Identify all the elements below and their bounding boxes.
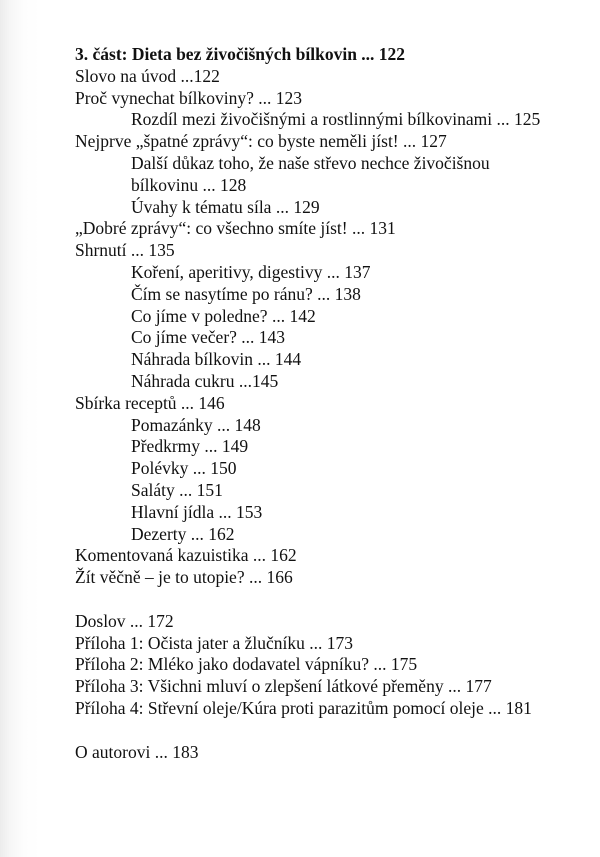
table-of-contents [75, 44, 595, 763]
toc-entry: Sbírka receptů ... 146 [75, 392, 225, 413]
toc-subentry: Dezerty ... 162 [131, 523, 235, 544]
toc-entry: Slovo na úvod ...122 [75, 65, 220, 86]
toc-subentry: Náhrada bílkovin ... 144 [131, 349, 302, 370]
toc-subentry: Koření, aperitivy, digestivy ... 137 [131, 261, 371, 282]
toc-entry: „Dobré zprávy“: co všechno smíte jíst! ... 131 [75, 218, 396, 239]
toc-entry: Příloha 2: Mléko jako dodavatel vápníku? ... 175 [75, 654, 418, 675]
toc-part-heading: 3. část: Dieta bez živočišných bílkovin ... 122 [75, 44, 406, 64]
toc-entry: Nejprve „špatné zprávy“: co byste neměli jíst! ... 127 [75, 131, 447, 152]
toc-entry: Příloha 4: Střevní oleje/Kúra proti parazitům pomocí oleje ... 181 [75, 697, 532, 718]
toc-subentry: Co jíme v poledne? ... 142 [131, 305, 316, 326]
toc-subentry: Náhrada cukru ...145 [131, 370, 279, 391]
toc-entry: O autorovi ... 183 [75, 741, 199, 762]
toc-entry: Doslov ... 172 [75, 610, 174, 631]
toc-subentry: Co jíme večer? ... 143 [131, 327, 286, 348]
toc-entry: Příloha 3: Všichni mluví o zlepšení látkové přeměny ... 177 [75, 676, 492, 697]
toc-entry: Komentovaná kazuistika ... 162 [75, 545, 297, 566]
toc-subentry: bílkovinu ... 128 [131, 174, 247, 195]
spacer [75, 720, 595, 742]
toc-entry: Shrnutí ... 135 [75, 240, 175, 261]
toc-subentry: Předkrmy ... 149 [131, 436, 249, 457]
toc-subentry: Polévky ... 150 [131, 458, 237, 479]
toc-subentry: Saláty ... 151 [131, 479, 223, 500]
toc-subentry: Rozdíl mezi živočišnými a rostlinnými bílkovinami ... 125 [131, 109, 541, 130]
toc-subentry: Čím se nasytíme po ránu? ... 138 [131, 283, 361, 304]
toc-group-main [75, 66, 595, 589]
toc-group-author [75, 742, 595, 764]
toc-subentry: Další důkaz toho, že naše střevo nechce živočišnou [131, 152, 490, 173]
toc-entry: Příloha 1: Očista jater a žlučníku ... 173 [75, 632, 353, 653]
toc-entry: Proč vynechat bílkoviny? ... 123 [75, 87, 302, 108]
toc-subentry: Úvahy k tématu síla ... 129 [131, 196, 320, 217]
toc-entry: Žít věčně – je to utopie? ... 166 [75, 567, 293, 588]
spacer [75, 589, 595, 611]
toc-subentry: Hlavní jídla ... 153 [131, 501, 263, 522]
toc-group-appendix [75, 611, 595, 720]
toc-subentry: Pomazánky ... 148 [131, 414, 261, 435]
